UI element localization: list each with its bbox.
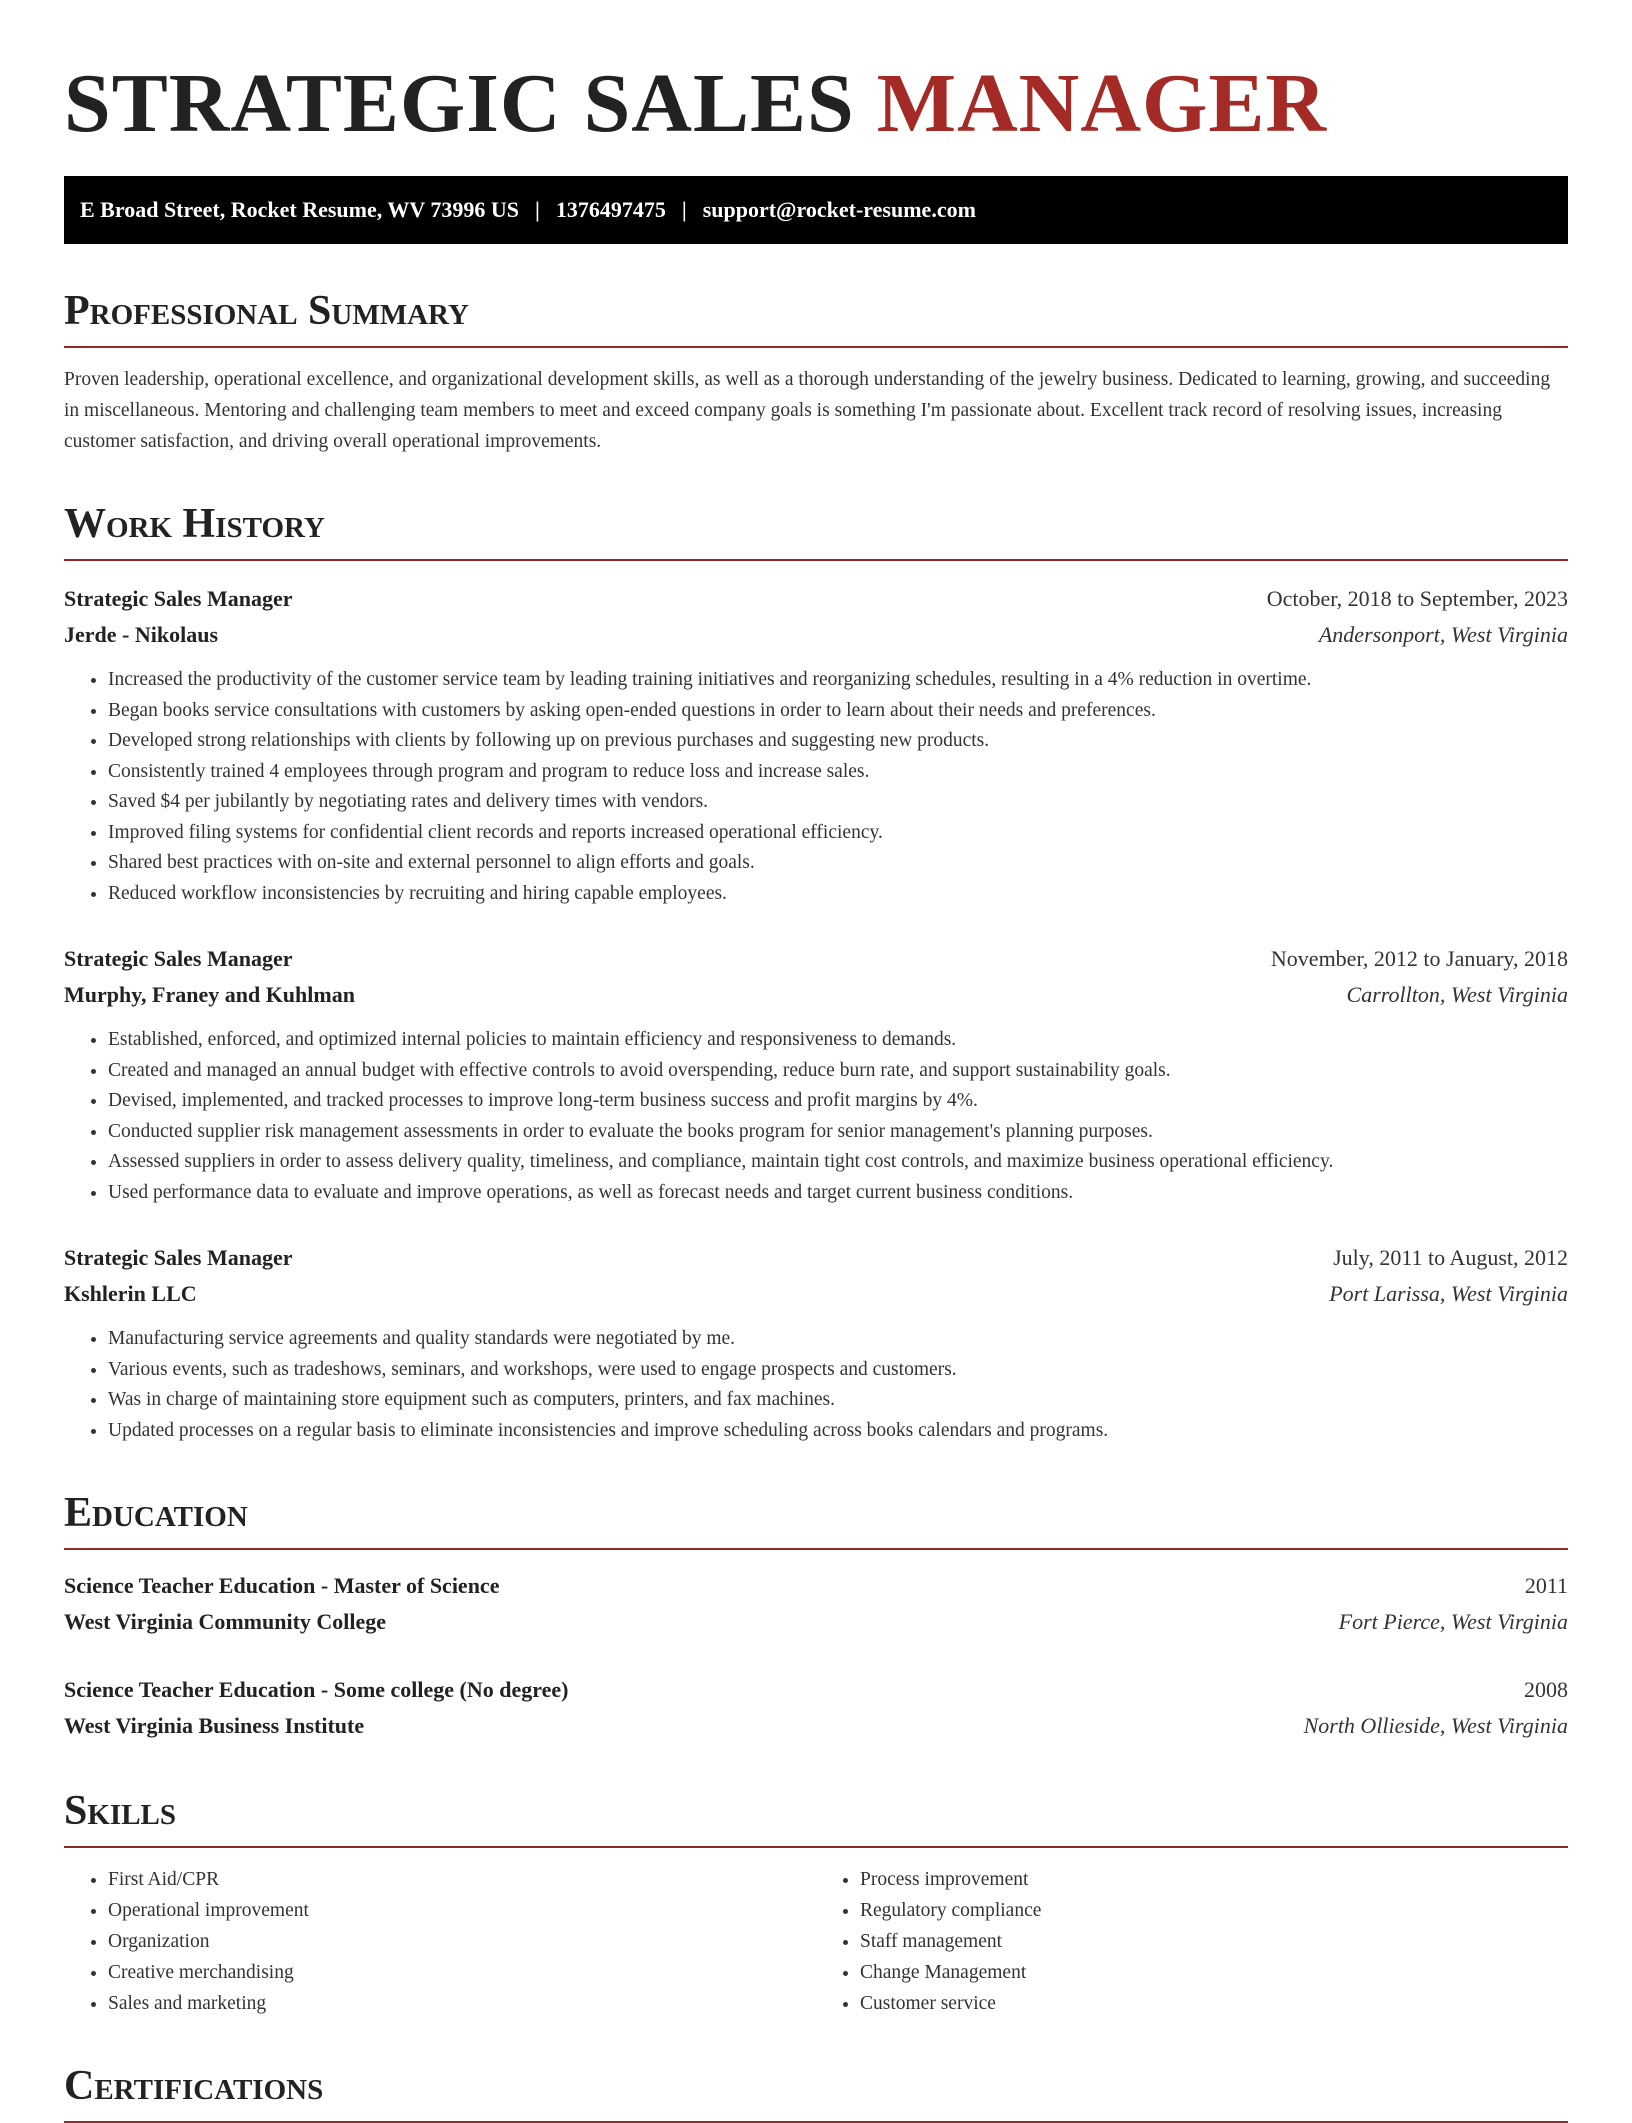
contact-separator: |: [681, 197, 687, 222]
job-bullets: [64, 1025, 1568, 1208]
contact-address: E Broad Street, Rocket Resume, WV 73996 US: [80, 197, 519, 222]
job-bullets: [64, 665, 1568, 909]
job-company: Jerde - Nikolaus: [64, 622, 218, 647]
education-year: 2008: [1524, 1677, 1568, 1702]
contact-separator: |: [534, 197, 540, 222]
list-item: • Sales and marketing: [108, 1988, 816, 2019]
job-title: Strategic Sales Manager: [64, 586, 293, 611]
list-item: • Various events, such as tradeshows, seminars, and workshops, were used to engage prospects and customers.: [108, 1355, 1568, 1386]
list-item: • Manufacturing service agreements and quality standards were negotiated by me.: [108, 1324, 1568, 1355]
list-item: • Updated processes on a regular basis to eliminate inconsistencies and improve scheduling across books calendars and programs.: [108, 1416, 1568, 1447]
list-item: • Saved $4 per jubilantly by negotiating rates and delivery times with vendors.: [108, 787, 1568, 818]
list-item: • Regulatory compliance: [860, 1895, 1568, 1926]
list-item: • Conducted supplier risk management assessments in order to evaluate the books program for senior management's planning purposes.: [108, 1117, 1568, 1148]
list-item: • First Aid/CPR: [108, 1864, 816, 1895]
list-item: • Created and managed an annual budget with effective controls to avoid overspending, reduce burn rate, and support sustainability goals.: [108, 1056, 1568, 1087]
job-company: Kshlerin LLC: [64, 1281, 197, 1306]
section-heading-work-history: Work History: [64, 501, 1568, 561]
skills-column-left: [64, 1864, 816, 2019]
list-item: • Reduced workflow inconsistencies by recruiting and hiring capable employees.: [108, 879, 1568, 910]
job-bullets: [64, 1324, 1568, 1446]
education-location: North Ollieside, West Virginia: [1303, 1713, 1568, 1738]
job-title: Strategic Sales Manager: [64, 946, 293, 971]
list-item: • Improved filing systems for confidential client records and reports increased operational efficiency.: [108, 818, 1568, 849]
job-location: Andersonport, West Virginia: [1318, 622, 1568, 647]
title-accent: MANAGER: [876, 57, 1328, 150]
list-item: • Process improvement: [860, 1864, 1568, 1895]
education-entry: [64, 1672, 1568, 1744]
list-item: • Shared best practices with on-site and external personnel to align efforts and goals.: [108, 848, 1568, 879]
education-location: Fort Pierce, West Virginia: [1338, 1609, 1568, 1634]
job-title: Strategic Sales Manager: [64, 1245, 293, 1270]
list-item: • Operational improvement: [108, 1895, 816, 1926]
education-school: West Virginia Community College: [64, 1609, 387, 1634]
education-entry: [64, 1568, 1568, 1640]
summary-text: Proven leadership, operational excellence, and organizational development skills, as well as a thorough understanding of the jewelry business. Dedicated to learning, growing, and succeeding in miscellaneous. Mentoring and challenging team members to meet and exceed company goals is something I'm passionate about. Excellent track record of resolving issues, increasing customer satisfaction, and driving overall operational improvements.: [64, 369, 1551, 452]
section-heading-skills: Skills: [64, 1788, 1568, 1848]
section-heading-certifications: Certifications: [64, 2063, 1568, 2123]
job-location: Carrollton, West Virginia: [1346, 982, 1568, 1007]
list-item: • Used performance data to evaluate and improve operations, as well as forecast needs and target current business conditions.: [108, 1178, 1568, 1209]
list-item: • Organization: [108, 1926, 816, 1957]
job-dates: October, 2018 to September, 2023: [1266, 586, 1568, 611]
skills-list: [64, 1864, 1568, 2019]
job-location: Port Larissa, West Virginia: [1329, 1281, 1568, 1306]
job-company: Murphy, Franey and Kuhlman: [64, 982, 355, 1007]
contact-bar: [64, 176, 1568, 244]
job-entry: [64, 941, 1568, 1208]
job-dates: July, 2011 to August, 2012: [1333, 1245, 1568, 1270]
list-item: • Customer service: [860, 1988, 1568, 2019]
contact-phone: 1376497475: [555, 197, 666, 222]
skills-column-right: [816, 1864, 1568, 2019]
title-main: STRATEGIC SALES: [64, 57, 877, 150]
list-item: • Devised, implemented, and tracked processes to improve long-term business success and profit margins by 4%.: [108, 1086, 1568, 1117]
page-title: [64, 0, 1568, 150]
education-degree: Science Teacher Education - Some college (No degree): [64, 1677, 569, 1702]
job-entry: [64, 1240, 1568, 1446]
job-entry: [64, 581, 1568, 909]
list-item: • Change Management: [860, 1957, 1568, 1988]
contact-email[interactable]: support@rocket-resume.com: [702, 197, 976, 222]
job-dates: November, 2012 to January, 2018: [1270, 946, 1568, 971]
list-item: • Staff management: [860, 1926, 1568, 1957]
list-item: • Established, enforced, and optimized internal policies to maintain efficiency and responsiveness to demands.: [108, 1025, 1568, 1056]
list-item: • Consistently trained 4 employees through program and program to reduce loss and increase sales.: [108, 757, 1568, 788]
list-item: • Assessed suppliers in order to assess delivery quality, timeliness, and compliance, maintain tight cost controls, and maximize business operational efficiency.: [108, 1147, 1568, 1178]
section-heading-summary: Professional Summary: [64, 288, 1568, 348]
list-item: • Began books service consultations with customers by asking open-ended questions in order to learn about their needs and preferences.: [108, 696, 1568, 727]
education-year: 2011: [1524, 1573, 1568, 1598]
list-item: • Increased the productivity of the customer service team by leading training initiatives and reorganizing schedules, resulting in a 4% reduction in overtime.: [108, 665, 1568, 696]
education-school: West Virginia Business Institute: [64, 1713, 365, 1738]
section-heading-education: Education: [64, 1490, 1568, 1550]
list-item: • Developed strong relationships with clients by following up on previous purchases and suggesting new products.: [108, 726, 1568, 757]
list-item: • Was in charge of maintaining store equipment such as computers, printers, and fax machines.: [108, 1385, 1568, 1416]
education-degree: Science Teacher Education - Master of Science: [64, 1573, 500, 1598]
list-item: • Creative merchandising: [108, 1957, 816, 1988]
